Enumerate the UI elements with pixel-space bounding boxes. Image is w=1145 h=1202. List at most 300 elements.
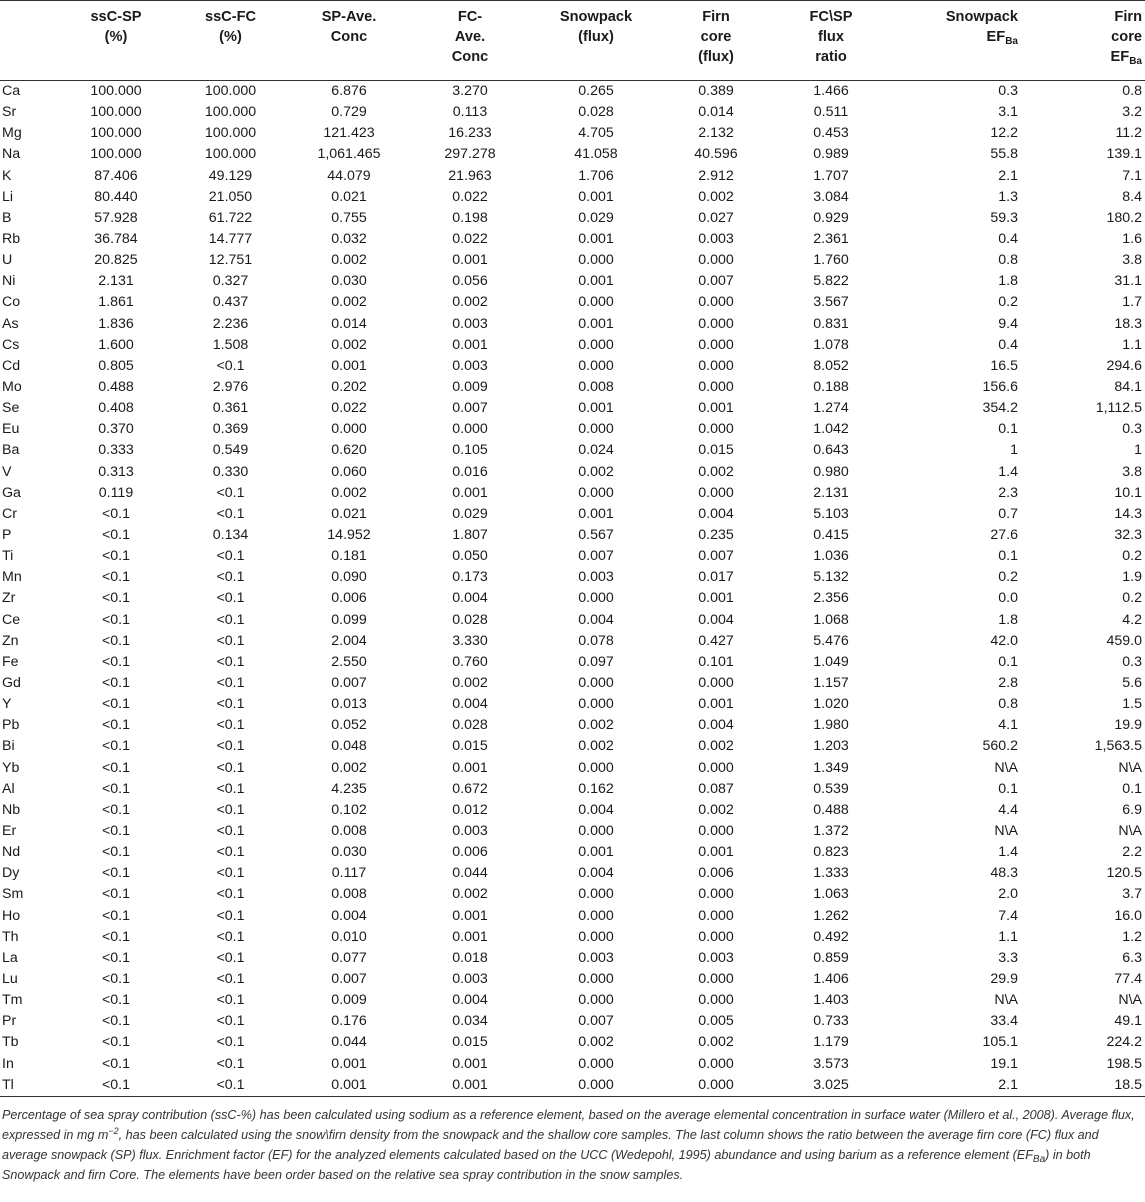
value-cell: <0.1	[216, 738, 245, 755]
value-cell: 3.084	[813, 188, 849, 205]
value-cell: 0.198	[452, 209, 488, 226]
header-line: SP-Ave.	[321, 9, 377, 25]
element-cell: Cd	[2, 357, 21, 374]
value-cell: 0.002	[698, 738, 734, 755]
value-cell: 0.000	[578, 336, 614, 353]
value-cell: 1.807	[452, 527, 488, 544]
value-cell: <0.1	[101, 886, 130, 903]
value-cell: 0.002	[698, 1034, 734, 1051]
table-row	[0, 673, 1145, 694]
value-cell: 3.025	[771, 1075, 891, 1097]
value-cell: 0.009	[331, 992, 367, 1009]
value-cell: 0.028	[452, 717, 488, 734]
value-cell: 0.2	[998, 569, 1018, 586]
value-cell: 1.600	[98, 336, 134, 353]
value-cell: 0.001	[452, 484, 488, 501]
table-row	[0, 1075, 1145, 1097]
value-cell: 0.032	[331, 231, 367, 248]
value-cell: 0.000	[452, 421, 488, 438]
value-cell: 100.000	[204, 125, 257, 142]
table-row	[0, 462, 1145, 483]
value-cell: 2.004	[331, 632, 367, 649]
value-cell: 4.1	[998, 717, 1018, 734]
value-cell: 1.068	[813, 611, 849, 628]
value-cell: 19.1	[990, 1055, 1018, 1072]
value-cell: 0.007	[578, 548, 614, 565]
element-cell: Lu	[2, 970, 18, 987]
value-cell: 0.010	[331, 928, 367, 945]
value-cell: 0.105	[452, 442, 488, 459]
value-cell: 0.002	[452, 886, 488, 903]
value-cell: 0.028	[578, 104, 614, 121]
value-cell: 0.173	[452, 569, 488, 586]
header-line: ssC-SP	[90, 9, 142, 25]
value-cell: 0.370	[98, 421, 134, 438]
table-row	[0, 292, 1145, 313]
value-cell: 0.014	[698, 104, 734, 121]
table-row	[0, 736, 1145, 757]
value-cell: 0.017	[698, 569, 734, 586]
element-cell: Pb	[2, 717, 20, 734]
value-cell: 0.001	[452, 336, 488, 353]
element-cell: Yb	[2, 759, 20, 776]
value-cell: 0.048	[331, 738, 367, 755]
value-cell: 0.000	[698, 928, 734, 945]
value-cell: <0.1	[216, 717, 245, 734]
value-cell: 1.274	[813, 400, 849, 417]
value-cell: 0.002	[578, 463, 614, 480]
value-cell: 0.162	[578, 780, 614, 797]
value-cell: 3.270	[452, 83, 488, 100]
value-cell: 0.3	[998, 83, 1018, 100]
value-cell: 3.3	[998, 949, 1018, 966]
value-cell: 198.5	[1106, 1055, 1142, 1072]
header-line: Snowpack	[559, 9, 633, 25]
value-cell: 0.007	[698, 548, 734, 565]
value-cell: <0.1	[216, 505, 245, 522]
table-row	[0, 694, 1145, 715]
value-cell: <0.1	[216, 611, 245, 628]
value-cell: 4.2	[1122, 611, 1142, 628]
value-cell: 0.176	[331, 1013, 367, 1030]
element-cell: Mn	[2, 569, 22, 586]
value-cell: 100.000	[204, 83, 257, 100]
value-cell: 0.265	[578, 83, 614, 100]
element-cell: Tb	[2, 1034, 19, 1051]
table-row	[0, 166, 1145, 187]
value-cell: 0.8	[1122, 83, 1142, 100]
value-cell: 2.131	[813, 484, 849, 501]
value-cell: <0.1	[101, 1055, 130, 1072]
value-cell: 32.3	[1114, 527, 1142, 544]
value-cell: <0.1	[101, 1034, 130, 1051]
value-cell: 1.1	[998, 928, 1018, 945]
table-row	[0, 800, 1145, 821]
value-cell: 84.1	[1114, 379, 1142, 396]
value-cell: <0.1	[101, 865, 130, 882]
value-cell: 2.0	[998, 886, 1018, 903]
value-cell: 0.8	[998, 252, 1018, 269]
table-row	[0, 398, 1145, 419]
table-row	[0, 588, 1145, 609]
value-cell: 0.119	[98, 484, 134, 501]
value-cell: 0.004	[698, 611, 734, 628]
footnote-unit-superscript: −2	[108, 1125, 119, 1136]
element-cell: Dy	[2, 865, 20, 882]
value-cell: 100.000	[204, 146, 257, 163]
value-cell: 0.004	[578, 611, 614, 628]
value-cell: 0.056	[452, 273, 488, 290]
value-cell: 1.9	[1122, 569, 1142, 586]
value-cell: N\A	[1118, 992, 1142, 1009]
value-cell: 0.000	[661, 1075, 771, 1097]
element-cell: P	[2, 527, 12, 544]
value-cell: 0.024	[578, 442, 614, 459]
value-cell: <0.1	[216, 865, 245, 882]
value-cell: 0.1	[1122, 780, 1142, 797]
value-cell: 3.1	[998, 104, 1018, 121]
value-cell: 0.333	[98, 442, 134, 459]
element-cell: In	[2, 1055, 14, 1072]
table-row	[0, 356, 1145, 377]
value-cell: 0.000	[698, 1055, 734, 1072]
value-cell: 0.000	[578, 696, 614, 713]
value-cell: 0.620	[331, 442, 367, 459]
value-cell: <0.1	[101, 822, 130, 839]
table-row	[0, 525, 1145, 546]
value-cell: 0.1	[998, 548, 1018, 565]
value-cell: 27.6	[990, 527, 1018, 544]
value-cell: 0.090	[331, 569, 367, 586]
header-line: Firn	[702, 9, 730, 25]
value-cell: 100.000	[90, 83, 142, 100]
element-cell: Ga	[2, 484, 21, 501]
header-line-text: EF	[1110, 49, 1130, 65]
value-cell: 0.003	[698, 949, 734, 966]
value-cell: 0.549	[212, 442, 249, 459]
value-cell: 0.000	[578, 421, 614, 438]
value-cell: 0.672	[452, 780, 488, 797]
value-cell: 0.000	[698, 379, 734, 396]
value-cell: <0.1	[216, 992, 245, 1009]
value-cell: 0.029	[452, 505, 488, 522]
value-cell: 0.202	[331, 379, 367, 396]
value-cell: 0.021	[331, 188, 367, 205]
element-cell: Ba	[2, 442, 20, 459]
value-cell: 3.8	[1122, 252, 1142, 269]
value-cell: 0.006	[698, 865, 734, 882]
value-cell: <0.1	[101, 611, 130, 628]
table-row	[0, 1032, 1145, 1053]
value-cell: <0.1	[60, 1075, 172, 1097]
value-cell: <0.1	[216, 548, 245, 565]
value-cell: 8.052	[813, 357, 849, 374]
value-cell: 14.777	[208, 231, 253, 248]
value-cell: 0.188	[813, 379, 849, 396]
header-line: flux	[818, 29, 844, 45]
value-cell: <0.1	[101, 632, 130, 649]
value-cell: 0.002	[331, 252, 367, 269]
value-cell: 0.1	[998, 421, 1018, 438]
column-header	[891, 1, 1021, 81]
header-line: Conc	[330, 29, 368, 45]
value-cell: 0.044	[331, 1034, 367, 1051]
value-cell: N\A	[994, 822, 1018, 839]
value-cell: 0.001	[698, 696, 734, 713]
value-cell: <0.1	[216, 632, 245, 649]
value-cell: 0.330	[212, 463, 249, 480]
value-cell: 0.044	[452, 865, 488, 882]
value-cell: 0.007	[452, 400, 488, 417]
value-cell: 0.001	[452, 1055, 488, 1072]
value-cell: 0.002	[452, 675, 488, 691]
value-cell: 1,061.465	[317, 146, 381, 163]
value-cell: 0.021	[331, 505, 367, 522]
value-cell: 1.157	[813, 675, 849, 691]
element-cell: Se	[2, 400, 20, 417]
table-row	[0, 187, 1145, 208]
value-cell: 0.980	[813, 463, 849, 480]
element-cell: La	[2, 949, 18, 966]
header-subscript: Ba	[1005, 36, 1018, 47]
column-header	[60, 1, 172, 81]
value-cell: <0.1	[216, 780, 245, 797]
value-cell: 1.036	[813, 548, 849, 565]
value-cell: <0.1	[101, 569, 130, 586]
element-cell: Y	[2, 696, 12, 713]
value-cell: 0.823	[813, 844, 849, 861]
value-cell: 0.000	[578, 484, 614, 501]
value-cell: 0.003	[698, 231, 734, 248]
value-cell: 0.1	[998, 653, 1018, 670]
value-cell: 0.000	[698, 421, 734, 438]
value-cell: 1	[1134, 442, 1142, 459]
value-cell: 0.000	[578, 357, 614, 374]
value-cell: 0.002	[331, 336, 367, 353]
value-cell: 48.3	[990, 865, 1018, 882]
element-cell: K	[2, 167, 12, 184]
value-cell: 100.000	[90, 146, 142, 163]
value-cell: 0.427	[698, 632, 734, 649]
value-cell: 0.022	[331, 400, 367, 417]
value-cell: 0.002	[578, 1034, 614, 1051]
value-cell: 121.423	[323, 125, 375, 142]
value-cell: 0.034	[452, 1013, 488, 1030]
element-cell: Zn	[2, 632, 19, 649]
value-cell: 44.079	[327, 167, 371, 184]
value-cell: 5.476	[813, 632, 849, 649]
value-cell: 0.361	[212, 400, 249, 417]
value-cell: 0.488	[98, 379, 134, 396]
table-row	[0, 969, 1145, 990]
footnote-ref-subscript: Ba	[1032, 1153, 1046, 1165]
value-cell: 0.004	[698, 505, 734, 522]
value-cell: 0.001	[578, 400, 614, 417]
value-cell: 3.2	[1122, 104, 1142, 121]
value-cell: 2.2	[1122, 844, 1142, 861]
table-row	[0, 377, 1145, 398]
value-cell: 0.006	[331, 590, 367, 607]
value-cell: 87.406	[94, 167, 138, 184]
value-cell: 0.805	[98, 357, 134, 374]
table-row	[0, 990, 1145, 1011]
value-cell: 0.001	[452, 928, 488, 945]
value-cell: 1.403	[813, 992, 849, 1009]
value-cell: 297.278	[444, 146, 496, 163]
table-row	[0, 715, 1145, 736]
table-row	[0, 144, 1145, 165]
value-cell: 0.001	[578, 505, 614, 522]
element-cell: Mo	[2, 379, 22, 396]
value-cell: 100.000	[90, 125, 142, 142]
value-cell: 2.132	[698, 125, 734, 142]
value-cell: 0.000	[698, 970, 734, 987]
table-row	[0, 419, 1145, 440]
value-cell: <0.1	[216, 696, 245, 713]
value-cell: 2.912	[698, 167, 734, 184]
value-cell: 0.003	[452, 822, 488, 839]
value-cell: 1.3	[998, 188, 1018, 205]
value-cell: <0.1	[216, 907, 245, 924]
value-cell: 0.001	[331, 357, 367, 374]
table-row	[0, 567, 1145, 588]
value-cell: 0.001	[331, 1055, 367, 1072]
value-cell: <0.1	[216, 569, 245, 586]
value-cell: 2.976	[212, 379, 249, 396]
value-cell: 0.002	[698, 801, 734, 818]
element-cell: Pr	[2, 1013, 17, 1030]
value-cell: 0.567	[578, 527, 614, 544]
value-cell: 55.8	[990, 146, 1018, 163]
value-cell: 1.4	[998, 463, 1018, 480]
value-cell: 0.003	[578, 949, 614, 966]
value-cell: 0.001	[409, 1075, 531, 1097]
column-header	[1021, 1, 1145, 81]
value-cell: <0.1	[216, 357, 245, 374]
header-line-text: EF	[986, 29, 1006, 45]
value-cell: <0.1	[216, 590, 245, 607]
value-cell: 1.4	[998, 844, 1018, 861]
value-cell: <0.1	[216, 653, 245, 670]
value-cell: 0.099	[331, 611, 367, 628]
column-header	[409, 1, 531, 81]
value-cell: 61.722	[208, 209, 253, 226]
value-cell: 0.2	[1122, 548, 1142, 565]
value-cell: 0.643	[813, 442, 849, 459]
value-cell: 1.078	[813, 336, 849, 353]
value-cell: <0.1	[101, 949, 130, 966]
value-cell: 0.002	[698, 188, 734, 205]
value-cell: 1.372	[813, 822, 849, 839]
value-cell: 16.233	[448, 125, 492, 142]
value-cell: 0.001	[698, 844, 734, 861]
value-cell: 2.131	[98, 273, 134, 290]
value-cell: 0.327	[212, 273, 249, 290]
table-row	[0, 821, 1145, 842]
value-cell: <0.1	[172, 1075, 289, 1097]
value-cell: 0.009	[452, 379, 488, 396]
value-cell: 59.3	[990, 209, 1018, 226]
column-header	[771, 1, 891, 81]
value-cell: 0.831	[813, 315, 849, 332]
element-cell: Tl	[0, 1075, 60, 1097]
value-cell: 0.016	[452, 463, 488, 480]
value-cell: 0.052	[331, 717, 367, 734]
value-cell: 21.963	[448, 167, 492, 184]
value-cell: 560.2	[982, 738, 1018, 755]
value-cell: 1.406	[813, 970, 849, 987]
value-cell: 0.006	[452, 844, 488, 861]
value-cell: 0.000	[698, 886, 734, 903]
table-row	[0, 81, 1145, 103]
element-cell: Cs	[2, 336, 20, 353]
value-cell: 0.313	[98, 463, 134, 480]
element-cell: Nd	[2, 844, 21, 861]
table-row	[0, 927, 1145, 948]
value-cell: <0.1	[216, 970, 245, 987]
value-cell: 21.050	[208, 188, 253, 205]
value-cell: <0.1	[101, 801, 130, 818]
value-cell: 0.078	[578, 632, 614, 649]
value-cell: 2.236	[212, 315, 249, 332]
value-cell: 0.030	[331, 273, 367, 290]
value-cell: 0.007	[331, 675, 367, 691]
element-cell: Ce	[2, 611, 21, 628]
value-cell: 1.5	[1122, 696, 1142, 713]
value-cell: 0.015	[698, 442, 734, 459]
value-cell: 354.2	[982, 400, 1018, 417]
value-cell: 0.000	[578, 1055, 614, 1072]
value-cell: <0.1	[216, 1034, 245, 1051]
value-cell: <0.1	[101, 696, 130, 713]
value-cell: 1,563.5	[1094, 738, 1142, 755]
value-cell: 36.784	[94, 231, 138, 248]
value-cell: 1.203	[813, 738, 849, 755]
value-cell: <0.1	[216, 1055, 245, 1072]
value-cell: 0.001	[452, 907, 488, 924]
value-cell: 0.000	[698, 675, 734, 691]
value-cell: 0.4	[998, 231, 1018, 248]
value-cell: 0.729	[331, 104, 367, 121]
value-cell: 1.262	[813, 907, 849, 924]
value-cell: 1.466	[813, 83, 849, 100]
value-cell: 42.0	[990, 632, 1018, 649]
value-cell: 6.876	[331, 83, 367, 100]
element-cell: Sr	[2, 104, 17, 121]
value-cell: 180.2	[1106, 209, 1142, 226]
table-row	[0, 779, 1145, 800]
value-cell: 0.000	[698, 252, 734, 269]
value-cell: <0.1	[216, 886, 245, 903]
value-cell: 1.7	[1122, 294, 1142, 311]
value-cell: 0.000	[578, 252, 614, 269]
value-cell: 31.1	[1114, 273, 1142, 290]
value-cell: 0.004	[452, 992, 488, 1009]
value-cell: 3.573	[813, 1055, 849, 1072]
value-cell: 1	[1010, 442, 1018, 459]
value-cell: 0.000	[698, 336, 734, 353]
value-cell: 0.004	[331, 907, 367, 924]
table-row	[0, 440, 1145, 461]
value-cell: 4.4	[998, 801, 1018, 818]
header-line	[1021, 47, 1142, 67]
value-cell: 0.113	[452, 104, 488, 121]
element-cell: Ho	[2, 907, 21, 924]
element-cell: Er	[2, 822, 17, 839]
value-cell: 0.003	[452, 315, 488, 332]
value-cell: 49.1	[1114, 1013, 1142, 1030]
value-cell: 0.004	[578, 865, 614, 882]
